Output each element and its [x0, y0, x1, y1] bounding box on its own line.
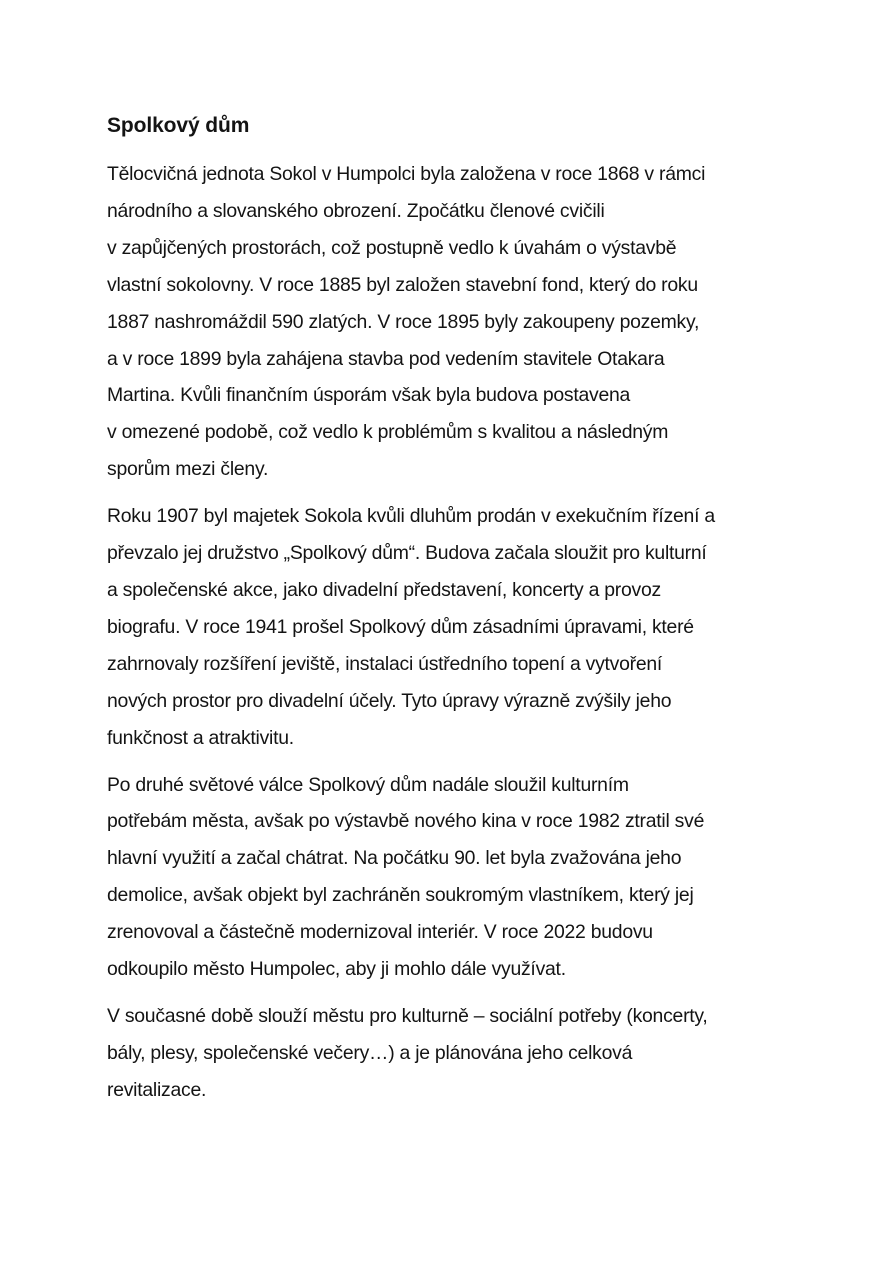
- text-line: zrenovoval a částečně modernizoval interiér. V roce 2022 budovu: [107, 921, 653, 944]
- paragraph-3: [107, 767, 787, 988]
- text-line: vlastní sokolovny. V roce 1885 byl založen stavební fond, který do roku: [107, 273, 698, 296]
- text-line: V současné době slouží městu pro kulturně – sociální potřeby (koncerty,: [107, 1004, 708, 1027]
- text-line: Roku 1907 byl majetek Sokola kvůli dluhům prodán v exekučním řízení a: [107, 505, 715, 528]
- text-line: zahrnovaly rozšíření jeviště, instalaci ústředního topení a vytvoření: [107, 652, 663, 675]
- paragraph-4: [107, 998, 787, 1109]
- paragraph-2: [107, 498, 787, 756]
- text-line: bály, plesy, společenské večery…) a je plánována jeho celková: [107, 1041, 633, 1064]
- document-title: Spolkový dům: [107, 114, 250, 137]
- text-line: 1887 nashromáždil 590 zlatých. V roce 1895 byly zakoupeny pozemky,: [107, 310, 700, 333]
- text-line: sporům mezi členy.: [107, 458, 269, 481]
- text-line: nových prostor pro divadelní účely. Tyto úpravy výrazně zvýšily jeho: [107, 689, 672, 712]
- text-line: revitalizace.: [107, 1078, 207, 1101]
- paragraph-1: [107, 156, 787, 488]
- text-line: biografu. V roce 1941 prošel Spolkový dům zásadními úpravami, které: [107, 615, 694, 638]
- document-page: [107, 108, 787, 1119]
- text-line: funkčnost a atraktivitu.: [107, 726, 294, 749]
- text-line: a společenské akce, jako divadelní představení, koncerty a provoz: [107, 578, 661, 601]
- text-line: Tělocvičná jednota Sokol v Humpolci byla založena v roce 1868 v rámci: [107, 163, 706, 185]
- text-line: v omezené podobě, což vedlo k problémům s kvalitou a následným: [107, 421, 669, 444]
- text-line: demolice, avšak objekt byl zachráněn soukromým vlastníkem, který jej: [107, 884, 694, 907]
- text-line: hlavní využití a začal chátrat. Na počátku 90. let byla zvažována jeho: [107, 847, 682, 870]
- text-line: národního a slovanského obrození. Zpočátku členové cvičili: [107, 199, 605, 222]
- text-line: potřebám města, avšak po výstavbě nového kina v roce 1982 ztratil své: [107, 810, 705, 833]
- text-line: a v roce 1899 byla zahájena stavba pod vedením stavitele Otakara: [107, 347, 665, 370]
- text-line: převzalo jej družstvo „Spolkový dům“. Budova začala sloužit pro kulturní: [107, 542, 707, 565]
- text-line: v zapůjčených prostorách, což postupně vedlo k úvahám o výstavbě: [107, 236, 677, 259]
- text-line: Po druhé světové válce Spolkový dům nadále sloužil kulturním: [107, 773, 629, 796]
- text-line: odkoupilo město Humpolec, aby ji mohlo dále využívat.: [107, 958, 566, 981]
- text-line: Martina. Kvůli finančním úsporám však byla budova postavena: [107, 384, 631, 407]
- paragraphs-container: [107, 156, 787, 1109]
